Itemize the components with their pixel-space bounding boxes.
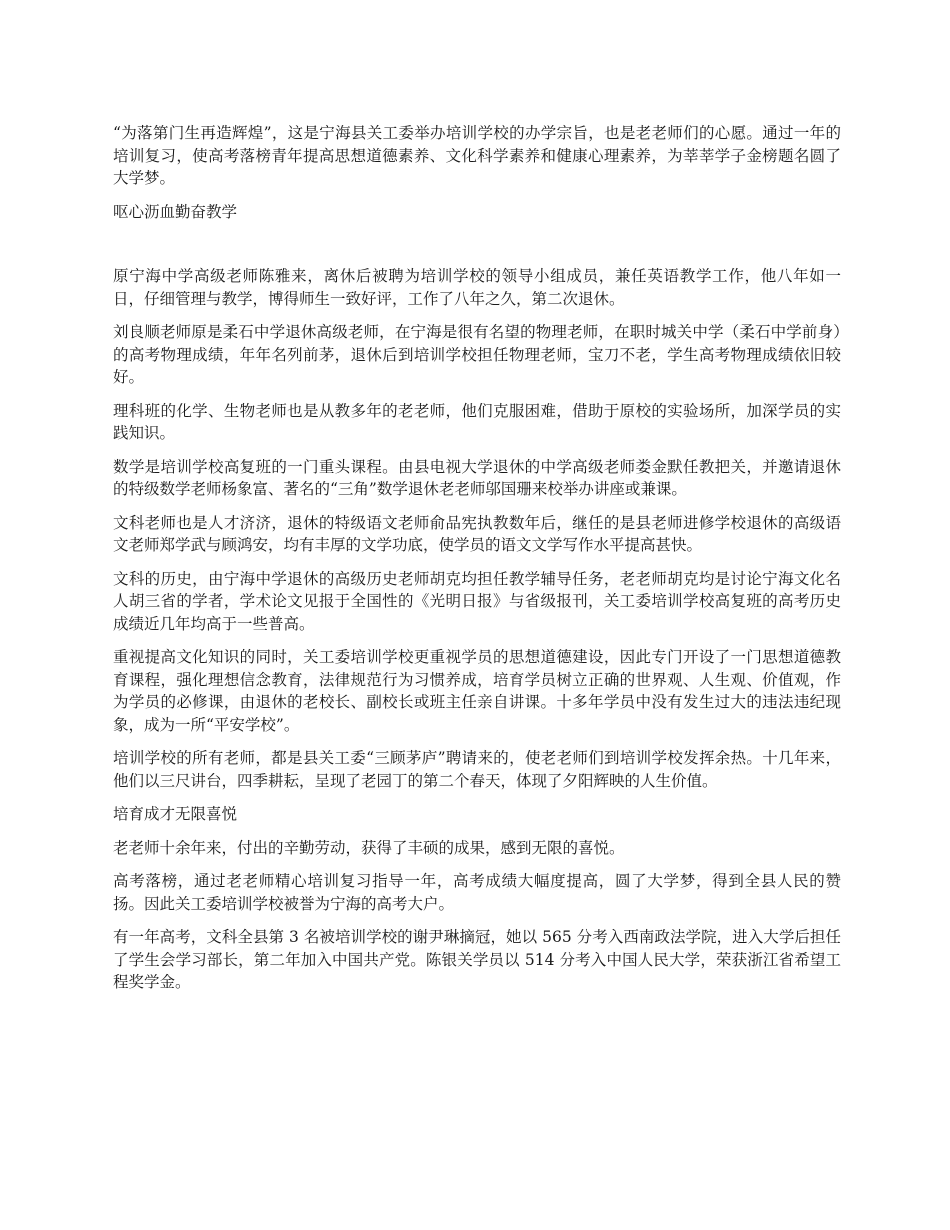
paragraph-science-teachers: 理科班的化学、生物老师也是从教多年的老老师，他们克服困难，借助于原校的实验场所，加深学员的实践知识。 xyxy=(113,401,841,442)
paragraph-chen-yalai: 原宁海中学高级老师陈雅来，离休后被聘为培训学校的领导小组成员，兼任英语教学工作，他八年如一日，仔细管理与教学，博得师生一致好评，工作了八年之久，第二次退休。 xyxy=(113,267,841,308)
section-heading-joy: 培育成才无限喜悦 xyxy=(113,805,238,823)
paragraph-moral-education: 重视提高文化知识的同时，关工委培训学校更重视学员的思想道德建设，因此专门开设了一门思想道德教育课程，强化理想信念教育，法律规范行为习惯养成，培育学员树立正确的世界观、人生观、价值观，作为学员的必修课，由退休的老校长、副校长或班主任亲自讲课。十多年学员中没有发生过大的违法违纪现象，成为一所“平安学校”。 xyxy=(113,648,841,734)
paragraph-top-students: 有一年高考，文科全县第 3 名被培训学校的谢尹琳摘冠，她以 565 分考入西南政法学院，进入大学后担任了学生会学习部长，第二年加入中国共产党。陈银关学员以 514 分考入中国人民大学，荣获浙江省希望工程奖学金。 xyxy=(113,928,841,991)
paragraph-math: 数学是培训学校高复班的一门重头课程。由县电视大学退休的中学高级老师娄金默任教把关，并邀请退休的特级数学老师杨象富、著名的“三角”数学退休老老师邬国珊来校举办讲座或兼课。 xyxy=(113,457,841,498)
paragraph-achievements: 老老师十余年来，付出的辛勤劳动，获得了丰硕的成果，感到无限的喜悦。 xyxy=(113,838,625,857)
paragraph-all-teachers: 培训学校的所有老师，都是县关工委“三顾茅庐”聘请来的，使老老师们到培训学校发挥余热。十几年来，他们以三尺讲台，四季耕耘，呈现了老园丁的第二个春天，体现了夕阳辉映的人生价值。 xyxy=(113,749,841,790)
paragraph-intro: “为落第门生再造辉煌”，这是宁海县关工委举办培训学校的办学宗旨，也是老老师们的心愿。通过一年的培训复习，使高考落榜青年提高思想道德素养、文化科学素养和健康心理素养，为莘莘学子金榜题名圆了大学梦。 xyxy=(113,124,841,187)
document-body xyxy=(113,122,841,1005)
section-heading-teaching: 呕心沥血勤奋教学 xyxy=(113,202,238,221)
paragraph-liu-liangshun: 刘良顺老师原是柔石中学退休高级老师，在宁海是很有名望的物理老师，在职时城关中学（柔石中学前身）的高考物理成绩，年年名列前茅，退休后到培训学校担任物理老师，宝刀不老，学生高考物理成绩依旧较好。 xyxy=(113,323,841,386)
paragraph-exam-results: 高考落榜，通过老老师精心培训复习指导一年，高考成绩大幅度提高，圆了大学梦，得到全县人民的赞扬。因此关工委培训学校被誉为宁海的高考大户。 xyxy=(113,872,841,913)
paragraph-history: 文科的历史，由宁海中学退休的高级历史老师胡克均担任教学辅导任务，老老师胡克均是讨论宁海文化名人胡三省的学者，学术论文见报于全国性的《光明日报》与省级报刊，关工委培训学校高复班的高考历史成绩近几年均高于一些普高。 xyxy=(113,569,841,633)
paragraph-chinese: 文科老师也是人才济济，退休的特级语文老师俞品宪执教数年后，继任的是县老师进修学校退休的高级语文老师郑学武与顾鸿安，均有丰厚的文学功底，使学员的语文文学写作水平提高甚快。 xyxy=(113,513,841,554)
